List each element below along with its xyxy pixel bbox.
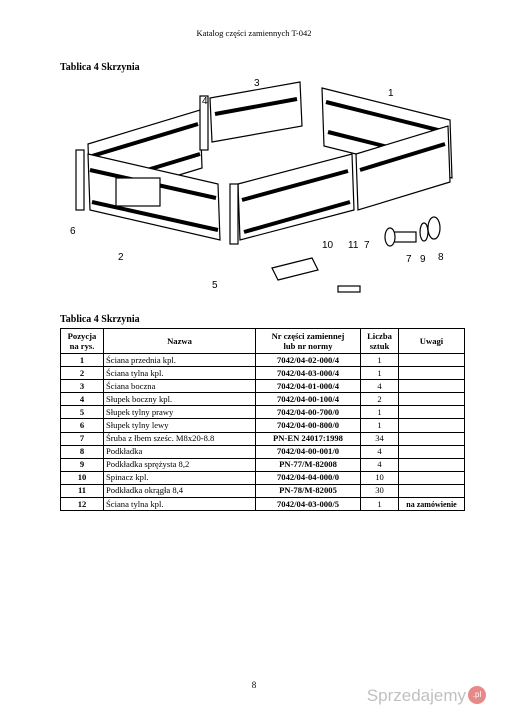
cell-notes [399, 380, 465, 393]
svg-text:4: 4 [202, 96, 208, 107]
small-bolt [338, 286, 360, 292]
cell-name: Ściana tylna kpl. [104, 367, 256, 380]
cell-quantity: 1 [361, 354, 399, 367]
cell-part-number: 7042/04-01-000/4 [256, 380, 361, 393]
svg-text:3: 3 [254, 78, 260, 89]
cell-notes [399, 471, 465, 484]
crate-assembly-drawing [60, 74, 460, 304]
cell-notes [399, 406, 465, 419]
cell-position: 1 [61, 354, 104, 367]
table-row [61, 471, 465, 484]
watermark-logo: Sprzedajemy .pl [367, 686, 486, 706]
table-row [61, 354, 465, 367]
clamp [272, 258, 318, 280]
table-row [61, 406, 465, 419]
cell-part-number: 7042/04-00-800/0 [256, 419, 361, 432]
svg-text:7: 7 [406, 254, 412, 265]
header-quantity: Liczba sztuk [361, 329, 399, 354]
figure-caption: Tablica 4 Skrzynia [60, 62, 140, 73]
svg-text:10: 10 [322, 240, 334, 251]
flat-washer [428, 217, 440, 239]
svg-text:11: 11 [348, 240, 359, 251]
table-row [61, 393, 465, 406]
cell-name: Ściana przednia kpl. [104, 354, 256, 367]
cell-quantity: 2 [361, 393, 399, 406]
cell-position: 4 [61, 393, 104, 406]
cell-name: Podkładka [104, 445, 256, 458]
header-name: Nazwa [104, 329, 256, 354]
cell-position: 2 [61, 367, 104, 380]
rear-latch [116, 178, 160, 206]
header-position: Pozycja na rys. [61, 329, 104, 354]
parts-table [60, 328, 465, 511]
spring-washer [420, 223, 428, 241]
cell-quantity: 1 [361, 498, 399, 511]
cell-quantity: 1 [361, 367, 399, 380]
cell-notes [399, 354, 465, 367]
table-header-row [61, 329, 465, 354]
svg-text:5: 5 [212, 280, 218, 291]
cell-position: 10 [61, 471, 104, 484]
cell-part-number: 7042/04-03-000/4 [256, 367, 361, 380]
table-row [61, 445, 465, 458]
table-row [61, 419, 465, 432]
cell-quantity: 4 [361, 380, 399, 393]
cell-part-number: 7042/04-04-000/0 [256, 471, 361, 484]
cell-notes [399, 367, 465, 380]
cell-position: 8 [61, 445, 104, 458]
cell-notes [399, 445, 465, 458]
cell-name: Podkładka okrągła 8,4 [104, 484, 256, 497]
table-row [61, 498, 465, 511]
right-rear-post [230, 184, 238, 244]
cell-part-number: 7042/04-00-100/4 [256, 393, 361, 406]
cell-position: 3 [61, 380, 104, 393]
cell-part-number: 7042/04-00-001/0 [256, 445, 361, 458]
table-row [61, 432, 465, 445]
cell-name: Słupek tylny lewy [104, 419, 256, 432]
cell-part-number: PN-EN 24017:1998 [256, 432, 361, 445]
header-notes: Uwagi [399, 329, 465, 354]
table-row [61, 380, 465, 393]
cell-name: Słupek tylny prawy [104, 406, 256, 419]
table-row [61, 367, 465, 380]
cell-notes [399, 484, 465, 497]
cell-position: 5 [61, 406, 104, 419]
cell-notes [399, 419, 465, 432]
header-part-number: Nr części zamiennej lub nr normy [256, 329, 361, 354]
cell-notes [399, 458, 465, 471]
table-row [61, 458, 465, 471]
table-row [61, 484, 465, 497]
cell-notes [399, 432, 465, 445]
cell-quantity: 10 [361, 471, 399, 484]
cell-part-number: PN-78/M-82005 [256, 484, 361, 497]
svg-text:7: 7 [364, 240, 370, 251]
cell-quantity: 1 [361, 419, 399, 432]
cell-quantity: 34 [361, 432, 399, 445]
catalog-header: Katalog części zamiennych T-042 [196, 28, 312, 38]
cell-name: Spinacz kpl. [104, 471, 256, 484]
cell-quantity: 4 [361, 445, 399, 458]
svg-text:9: 9 [420, 254, 426, 265]
svg-text:2: 2 [118, 252, 124, 263]
cell-quantity: 30 [361, 484, 399, 497]
table-caption: Tablica 4 Skrzynia [60, 314, 140, 325]
cell-part-number: 7042/04-02-000/4 [256, 354, 361, 367]
left-rear-post [76, 150, 84, 210]
svg-text:6: 6 [70, 226, 76, 237]
cell-name: Ściana tylna kpl. [104, 498, 256, 511]
cell-name: Ściana boczna [104, 380, 256, 393]
cell-notes [399, 393, 465, 406]
page-number: 8 [251, 680, 257, 690]
cell-part-number: PN-77/M-82008 [256, 458, 361, 471]
cell-quantity: 4 [361, 458, 399, 471]
cell-position: 12 [61, 498, 104, 511]
cell-part-number: 7042/04-03-000/5 [256, 498, 361, 511]
cell-position: 9 [61, 458, 104, 471]
cell-position: 7 [61, 432, 104, 445]
cell-name: Podkładka sprężysta 8,2 [104, 458, 256, 471]
cell-position: 11 [61, 484, 104, 497]
cell-part-number: 7042/04-00-700/0 [256, 406, 361, 419]
svg-text:1: 1 [388, 88, 394, 99]
cell-quantity: 1 [361, 406, 399, 419]
cell-notes: na zamówienie [399, 498, 465, 511]
svg-text:8: 8 [438, 252, 444, 263]
cell-name: Śruba z łbem sześc. M8x20-8.8 [104, 432, 256, 445]
cell-name: Słupek boczny kpl. [104, 393, 256, 406]
cell-position: 6 [61, 419, 104, 432]
